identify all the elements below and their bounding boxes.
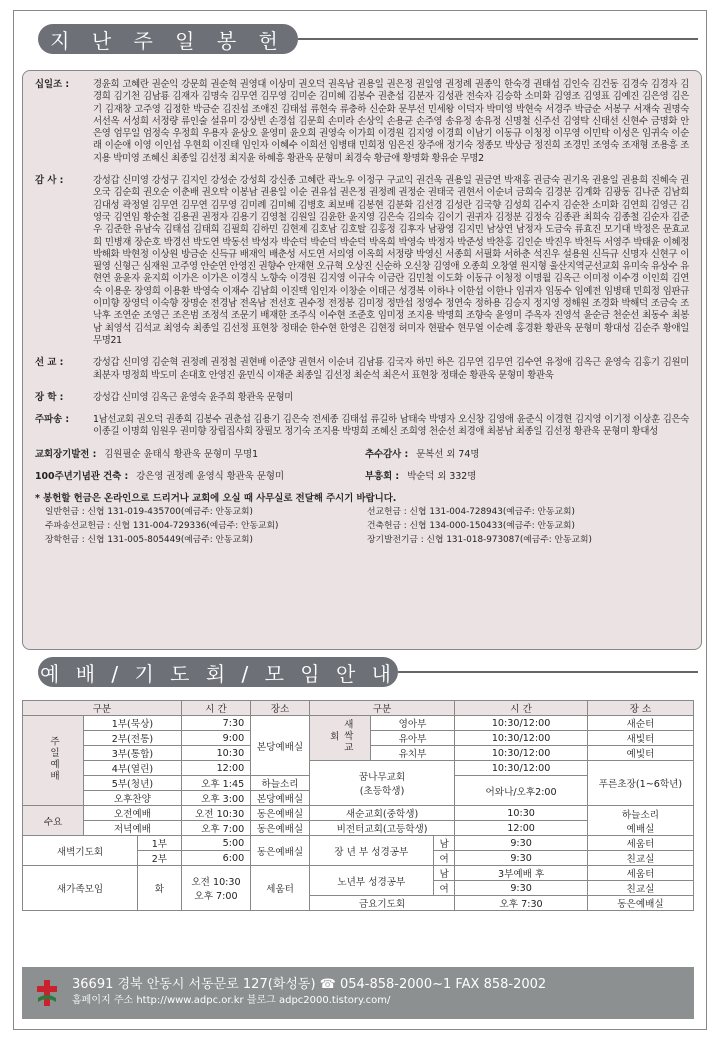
offering-label: 교회장기발전 : (35, 448, 97, 460)
online-offering-notice: * 봉헌할 헌금은 온라인으로 드리거나 교회에 오실 때 사무실로 전달해 주시기 바랍니다. (35, 493, 397, 505)
cell: 1부(묵상) (84, 716, 182, 731)
cell: 12:00 (455, 821, 588, 836)
church-logo-icon (22, 978, 72, 1008)
col-header: 구분 (309, 701, 455, 716)
cell: 동은예배실 (251, 806, 310, 821)
cell: 10:30/12:00 (455, 761, 588, 776)
cell: 화 (137, 866, 181, 911)
footer-address: 36691 경북 안동시 서동문로 127(화성동) ☎ 054-858-2000~1 FAX 858-2002 (72, 977, 547, 992)
cell: 푸른초장(1~6학년) (587, 761, 693, 806)
offering-names: 1남선교회 권오덕 권종희 김봉수 권춘섭 김용기 김은숙 전세종 김태섭 류길하 남태숙 박명자 오신창 김영애 윤준식 이경현 김지영 이기정 이상훈 김은숙 이종길 이명희 임원우 권미향 장립집사회 장필모 정기숙 조지용 박명희 조혜신 조희영 천순선 최경애 최봉남 최종일 김선정 황관욱 문형미 황대성 (93, 414, 689, 438)
row-label-wednesday: 수요 (23, 806, 84, 836)
cell: 유아부 (370, 731, 455, 746)
offering-names: 강은영 권정례 윤영식 황관욱 문형미 (136, 471, 285, 483)
account-item: 장기발전기금 : 신협 131-018-973087(예금주: 안동교회) (367, 535, 592, 546)
offering-label: 장 학 : (35, 391, 64, 403)
divider (398, 671, 698, 673)
offering-names: 김원필순 윤태식 황관욱 문형미 무명1 (104, 448, 259, 460)
cell: 세움터 (587, 836, 693, 851)
cell: 노년부 성경공부 (309, 866, 433, 896)
footer-links: 홈페이지 주소 http://www.adpc.or.kr 블로그 adpc2000.tistory.com/ (72, 995, 391, 1006)
offering-row (35, 392, 689, 404)
cell: 저녁예배 (84, 821, 182, 836)
cell: 동은예배실 (587, 896, 693, 911)
cell: 오후 7:30 (455, 896, 588, 911)
offering-names: 강성갑 신미영 강성구 김지인 강성순 강성희 강신종 고혜란 곽노우 이정구 구교익 권건욱 권용일 권금연 박재홍 권금숙 권기옥 권용일 권용희 진혜숙 권오국 김순희 권오순 이춘배 권오탁 이봉남 권용일 이순 권유섭 권은정 권정례 권정순 권태국 권현서 이순녀 금희숙 김경분 김계화 김광동 김나준 김남희 김대성 곽정열 김무연 김무연 김무영 김미례 김미혜 김병호 최보배 김봉현 김분화 김선경 김성란 김국향 김성희 김수지 김순찬 소미화 김연희 김영근 김영국 김연임 황순철 김용권 권정자 김용기 김영철 김원일 김윤한 윤지영 김은숙 김의숙 김이기 권귀자 김정분 김정숙 김종관 최희숙 김종철 김순자 김준우 김준한 유남숙 김태섭 김태희 김필희 김하민 김현제 김호남 김호탈 김홍정 김후자 남광영 김지민 남상연 남정자 도금숙 류효진 모기대 박정은 문효교희 민병재 장순호 박경선 박도연 박동선 박성자 박순덕 박순덕 박순덕 박옥희 박영숙 박정자 박준성 박찬홍 김인순 박진우 박천득 서영주 박태윤 이혜정 박해화 박현정 이상원 방금순 신득규 배재익 배춘성 서도연 서의영 이옥희 서정량 박영신 서종희 서필화 서하춘 석진우 설용원 신득규 신명자 신현구 이필영 신형근 심재원 고주영 안순연 안영진 권향수 안재현 오규혁 오상진 신순하 오신창 김영애 오종희 오창열 원지형 울산지역군선교회 유미숙 유상수 유현연 윤윤자 윤지희 이가은 이가은 이경식 노향숙 이경원 김지영 이규숙 이금란 김민철 이도화 이동규 이청정 이명월 김옥근 이미정 이수경 이인희 김연숙 이용운 장영희 이용환 박영숙 이재수 김남희 이진택 임인자 이창순 이태근 성경복 이하나 이한섭 이한나 임귀자 임동수 임예전 임병태 민희정 임판규 이미향 장영덕 이숙향 장명순 전경남 전옥남 전선호 권수정 전정봉 김미정 정만섭 정영수 정연숙 정하용 김승지 정지영 정해원 조경화 박해덕 조금숙 조낙후 조연순 조영근 조은범 조정석 조문기 배재한 조주식 이수현 조준호 임미정 조지용 박명희 조향숙 윤영미 주옥자 진영석 윤순금 천순선 최동수 최봉남 최영석 김석교 최영숙 최종일 김선정 표현창 정태순 한수현 한영은 김현정 허미자 현팔수 현무열 이순례 홍경환 황관욱 문형미 황대성 김순주 황애일 무명21 (93, 175, 689, 346)
offering-row (35, 414, 689, 439)
cell: 세움터 (587, 866, 693, 881)
cell: 10:30/12:00 (455, 716, 588, 731)
offering-label: 주파송 : (35, 414, 70, 426)
row-label-sunday: 주일예배 (23, 716, 84, 806)
cell: 6:00 (181, 851, 250, 866)
schedule-table-wrap (22, 700, 694, 911)
cell: 9:30 (455, 881, 588, 896)
cell: 오후 7:00 (181, 821, 250, 836)
offering-label: 선 교 : (35, 357, 64, 369)
cell: 3부예배 후 (455, 866, 588, 881)
offering-names: 경윤희 고혜란 권순익 강문희 권순혁 권영대 이상미 권오덕 권옥남 권용일 권은정 권일영 권정례 권종익 한숙경 권태섭 김인숙 김건동 김경숙 김경자 김경희 김기천 김남룡 김재자 김명숙 김무연 김무영 김미순 김미혜 김봉수 권춘섭 김분자 김성관 전숙자 김승학 소미화 김영조 김영표 김예진 김은영 김은기 김재창 고주영 김정한 박금순 김진섭 조애진 김태섭 류현숙 류충하 신순화 문부선 민세왕 이덕자 박미영 박현숙 서경주 박금순 서봉구 서재숙 권명숙 서선옥 서성희 서정량 류인술 설유미 강상빈 손경섭 김문희 손미라 손상익 손용균 손주영 송유정 송유정 신명철 신주선 김영탁 신태선 신현수 금명화 안은영 엄무일 엄정숙 우정희 우용자 윤상오 윤영미 윤오희 권영숙 이가희 이경원 김지영 이경희 이남기 이동규 이청정 이무영 이민탁 이성은 임귀숙 이순래 이순애 이영 이인섭 우현희 이진태 임인자 이혜수 이희선 임병태 민희정 임은진 장주애 정기숙 정종모 박상금 정진희 조경민 조영숙 조재형 조용흥 조지용 박미영 조혜신 최종일 김선정 최지윤 하혜흥 황관욱 문형미 최경숙 황금애 황명화 황유순 무명2 (93, 79, 689, 164)
account-item: 장학헌금 : 신협 131-005-805449(예금주: 안동교회) (45, 535, 253, 546)
cell: 2부(전통) (84, 731, 182, 746)
cell: 오전 10:30 오후 7:00 (181, 866, 250, 911)
cell: 새빛터 (587, 731, 693, 746)
cell: 남 (433, 836, 454, 851)
cell: 하늘소리 예배실 (587, 806, 693, 836)
cell: 5:00 (181, 836, 250, 851)
cell: 비전터교회(고등학생) (309, 821, 455, 836)
cell: 5부(청년) (84, 776, 182, 791)
cell: 동은예배실 (251, 821, 310, 836)
offering-names: 강성갑 신미영 김순혁 권정례 권정철 권현배 이준양 권현서 이순녀 김남룡 김국자 하민 하은 김무연 김무연 김수연 유정애 김옥근 윤영숙 김홍기 김원미 최분자 명정희 박도미 손대호 안영진 윤민식 이재준 최종일 김선정 최순석 최은서 표현창 정태순 황관욱 문형미 황관욱 (93, 357, 689, 381)
offering-label: 부흥회 : (365, 471, 400, 483)
offering-label: 십일조 : (35, 79, 70, 90)
offering-names: 문복선 외 74명 (416, 448, 480, 460)
cell: 10:30/12:00 (455, 731, 588, 746)
cell: 9:30 (455, 851, 588, 866)
cell: 오후찬양 (84, 791, 182, 806)
cell: 하늘소리 (251, 776, 310, 791)
cell: 친교실 (587, 881, 693, 896)
row-label-kids: 새싹교회 (309, 716, 370, 761)
offering-label: 100주년기념관 건축 : (35, 471, 129, 483)
cell: 장 년 부 성경공부 (309, 836, 433, 866)
cell: 2부 (137, 851, 181, 866)
cell: 새순터 (587, 716, 693, 731)
offering-two-col (35, 449, 689, 461)
schedule-table (22, 700, 694, 911)
cell: 4부(열린) (84, 761, 182, 776)
cell: 7:30 (181, 716, 250, 731)
cell: 영아부 (370, 716, 455, 731)
account-item: 주파송선교헌금 : 신협 131-004-729336(예금주: 안동교회) (45, 520, 279, 531)
cell: 본당예배실 (251, 716, 310, 776)
offering-label: 추수감사 : (365, 448, 409, 460)
col-header: 장소 (251, 701, 310, 716)
cell: 10:30 (455, 806, 588, 821)
account-item: 건축헌금 : 신협 134-000-150433(예금주: 안동교회) (367, 520, 575, 531)
cell: 본당예배실 (251, 791, 310, 806)
col-header: 시 간 (181, 701, 250, 716)
cell: 새벽기도회 (23, 836, 138, 866)
col-header: 장 소 (587, 701, 693, 716)
offering-label: 감 사 : (35, 175, 64, 187)
cell: 여 (433, 851, 454, 866)
section-title-worship: 예 배 / 기 도 회 / 모 임 안 내 (38, 657, 398, 687)
cell: 어와나/오후2:00 (455, 776, 588, 806)
cell: 오전 10:30 (181, 806, 250, 821)
cell: 오후 3:00 (181, 791, 250, 806)
cell: 9:30 (455, 836, 588, 851)
offering-box (22, 70, 702, 650)
cell: 10:30 (181, 746, 250, 761)
account-item: 일반헌금 : 신협 131-019-435700(예금주: 안동교회) (45, 506, 253, 517)
offering-row (35, 79, 689, 165)
offering-row (35, 175, 689, 347)
cell: 10:30/12:00 (455, 746, 588, 761)
col-header: 구분 (23, 701, 182, 716)
cell: 오전예배 (84, 806, 182, 821)
footer (22, 967, 694, 1019)
cell: 새가족모임 (23, 866, 138, 911)
cell: 3부(통합) (84, 746, 182, 761)
cell: 동은예배실 (251, 836, 310, 866)
cell: 남 (433, 866, 454, 881)
cell: 여 (433, 881, 454, 896)
cell: 1부 (137, 836, 181, 851)
cell: 예빛터 (587, 746, 693, 761)
offering-row (35, 357, 689, 382)
account-list (35, 506, 689, 547)
cell: 새순교회(중학생) (309, 806, 455, 821)
offering-names: 박순덕 외 332명 (407, 471, 477, 483)
offering-names: 강성갑 신미영 김옥근 윤영숙 윤주희 황관욱 문형미 (93, 391, 293, 403)
cell: 12:00 (181, 761, 250, 776)
col-header: 시 간 (455, 701, 588, 716)
cell: 금요기도회 (309, 896, 455, 911)
cell: 유치부 (370, 746, 455, 761)
cell: 꿈나무교회 (초등학생) (309, 761, 455, 806)
cell: 오후 1:45 (181, 776, 250, 791)
cell: 9:00 (181, 731, 250, 746)
cell: 세움터 (251, 866, 310, 911)
divider (298, 38, 698, 40)
section-title-offering: 지 난 주 일 봉 헌 (38, 24, 298, 54)
account-item: 선교헌금 : 신협 131-004-728943(예금주: 안동교회) (367, 506, 575, 517)
offering-two-col (35, 471, 689, 483)
cell: 친교실 (587, 851, 693, 866)
